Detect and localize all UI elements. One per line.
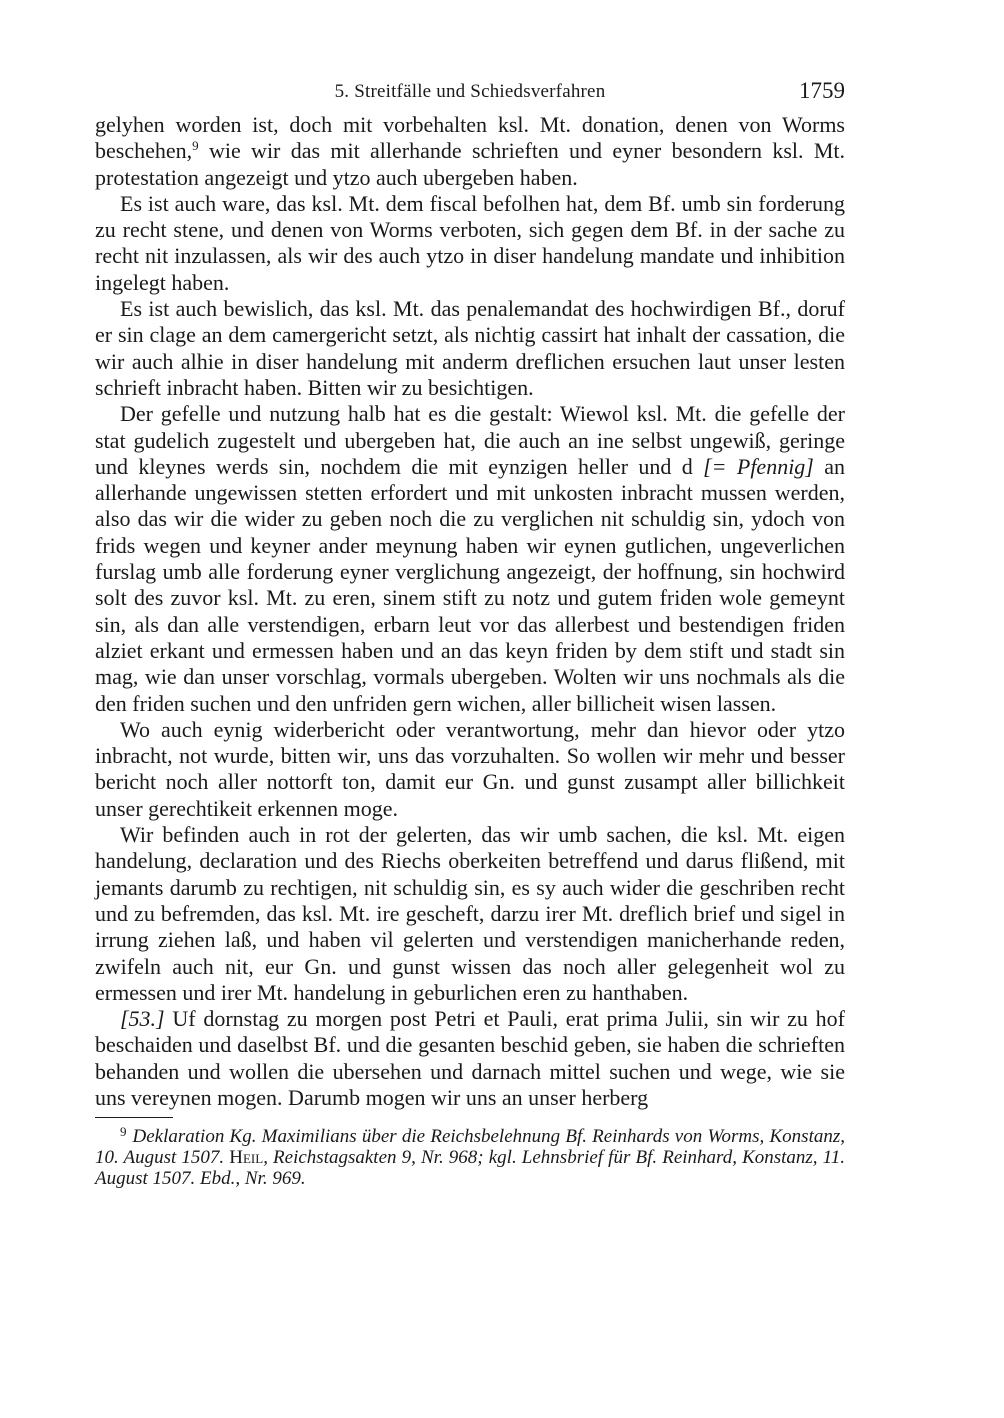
- document-page: [95, 78, 845, 1189]
- section-marker: [53.]: [120, 1006, 165, 1032]
- footnote-number: 9: [120, 1124, 127, 1140]
- paragraph: [95, 1006, 845, 1111]
- paragraph-text: an allerhande ungewissen stetten erfordert und mit unkosten inbracht mussen werden, also das wir die wider zu geben noch die zu verglichen nit schuldig sin, ydoch von frids wegen und keyner ander meynung haben wir eynen gutlichen, ungeverlichen furslag umb alle forderung eyner verglichung angezeigt, der hoffnung, sin hochwird solt des zuvor ksl. Mt. zu eren, sinem stift zu notz und gutem friden wole gemeynt sin, als dan alle verstendigen, erbarn leut vor das allerbest und bestendigen friden alziet erkant und ermessen haben und an das keyn friden by dem stift und stadt sin mag, wie dan unser vorschlag, vormals ubergeben. Wolten wir uns nochmals als die den friden suchen und den unfriden gern wichen, aller billicheit wisen lassen.: [95, 453, 845, 716]
- footnote-text: Deklaration Kg. Maximilians über die Reichsbelehnung Bf. Reinhards von Worms, Konstanz, 10. August 1507.: [95, 1126, 845, 1169]
- footnote-text: , Reichstagsakten 9, Nr. 968; kgl. Lehnsbrief für Bf. Reinhard, Konstanz, 11. August 1507. Ebd., Nr. 969.: [95, 1147, 846, 1190]
- paragraph: [95, 112, 845, 191]
- footnote-divider: [95, 1117, 173, 1118]
- paragraph: Wo auch eynig widerbericht oder verantwortung, mehr dan hievor oder ytzo inbracht, not wurde, bitten wir, uns das vorzuhalten. So wollen wir mehr und besser bericht noch aller nottorft ton, damit eur Gn. und gunst zusampt aller billichkeit unser gerechtikeit erkennen moge.: [95, 716, 845, 821]
- footnote-reference[interactable]: 9: [192, 138, 199, 154]
- section-title: 5. Streitfälle und Schiedsverfahren: [334, 81, 606, 102]
- paragraph-text: gelyhen worden ist, doch mit vorbehalten ksl. Mt. donation, denen von Worms beschehen,: [95, 112, 845, 164]
- paragraph: Wir befinden auch in rot der gelerten, das wir umb sachen, die ksl. Mt. eigen handelung, declaration und des Riechs oberkeiten betreffend und darus flißend, mit jemants darumb zu rechtigen, nit schuldig sin, es sy auch wider die geschriben recht und zu befremden, das ksl. Mt. ire gescheft, darzu irer Mt. dreflich brief und sigel in irrung ziehen laß, und haben vil gelerten und verstendigen manicherhande reden, zwifeln auch nit, eur Gn. und gunst wissen das noch aller gelegenheit wol zu ermessen und irer Mt. handelung in geburlichen eren zu hanthaben.: [95, 822, 845, 1005]
- paragraph: [95, 401, 845, 717]
- footnote-author: Heil: [229, 1147, 264, 1169]
- body-text: [95, 112, 845, 1111]
- paragraph-text: Der gefelle und nutzung halb hat es die gestalt: Wiewol ksl. Mt. die gefelle der stat gudelich zugestelt und ubergeben hat, die auch an ine selbst ungewiß, geringe und kleynes werds sin, nochdem die mit eynzigen heller und d: [95, 401, 845, 479]
- paragraph: Es ist auch ware, das ksl. Mt. dem fiscal befolhen hat, dem Bf. umb sin forderung zu recht stene, und denen von Worms verboten, sich gegen dem Bf. in der sache zu recht nit inzulassen, als wir des auch ytzo in diser handelung mandate und inhibition ingelegt haben.: [95, 190, 845, 295]
- page-number: 1759: [799, 78, 845, 103]
- paragraph-text: Uf dornstag zu morgen post Petri et Pauli, erat prima Julii, sin wir zu hof beschaiden und daselbst Bf. und die gesanten beschid geben, sie haben die schrieften behanden und wollen die ubersehen und darnach mittel suchen und wege, wie sie uns vereynen mogen. Darumb mogen wir uns an unser herberg: [95, 1006, 845, 1110]
- paragraph: Es ist auch bewislich, das ksl. Mt. das penalemandat des hochwirdigen Bf., doruf er sin clage an dem camergericht setzt, als nichtig cassirt hat inhalt der cassation, die wir auch alhie in diser handelung mit anderm dreflichen ersuchen laut unser lesten schrieft inbracht haben. Bitten wir zu besichtigen.: [95, 296, 845, 400]
- editorial-note: [= Pfennig]: [703, 453, 814, 479]
- footnote: [95, 1126, 845, 1189]
- paragraph-text: wie wir das mit allerhande schrieften und eyner besondern ksl. Mt. protestation angezeigt und ytzo auch ubergeben haben.: [95, 138, 845, 190]
- running-head: [95, 78, 845, 112]
